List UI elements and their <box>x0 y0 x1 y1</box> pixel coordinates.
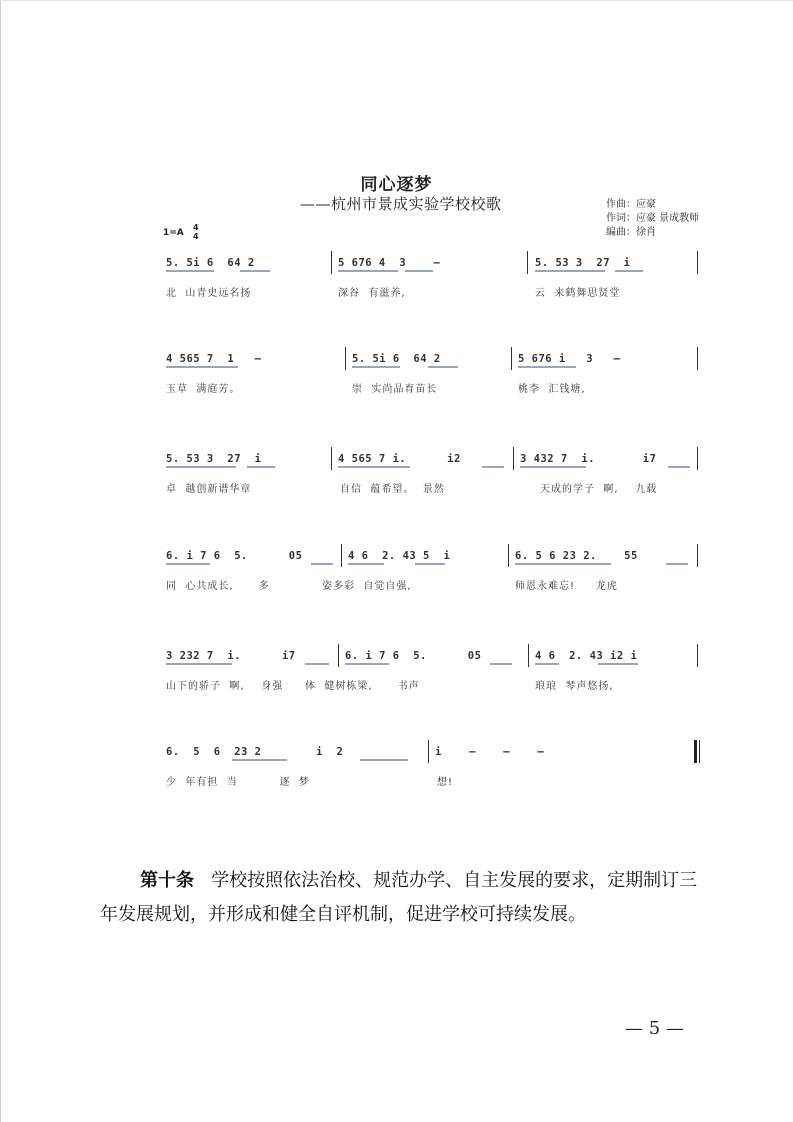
barline <box>697 251 698 274</box>
article-paragraph <box>100 864 700 932</box>
beam <box>615 270 643 272</box>
lyric-line: 山下的骄子 啊, 身强 <box>166 681 284 692</box>
lyric-line: 少 年有担 当 逐 梦 <box>166 777 310 788</box>
beam <box>415 563 445 565</box>
final-barline-thin <box>699 740 700 763</box>
lyric-line: 同 心共成长, 多 <box>166 581 270 592</box>
beam <box>405 270 433 272</box>
score-row-1 <box>0 257 793 327</box>
barline <box>527 251 528 274</box>
barline <box>428 740 429 763</box>
barline <box>338 644 339 667</box>
score-row-5 <box>0 650 793 720</box>
measure: 4 565 7 i. i2 <box>338 453 461 465</box>
lyric-line: 自信 蕴希望。 景然 <box>340 484 445 495</box>
song-credits <box>606 198 699 240</box>
key-signature: 1=A <box>163 228 184 238</box>
composer-credit: 作曲：应豪 <box>606 199 656 210</box>
beam <box>348 563 384 565</box>
lyric-line: 想! <box>437 777 454 788</box>
measure: 6. i 7 6 5. 05 <box>166 550 303 562</box>
measure: 3 432 7 i. i7 <box>520 453 657 465</box>
beam <box>668 466 690 468</box>
song-title: 同心逐梦 <box>360 175 433 195</box>
beam <box>166 663 232 665</box>
barline <box>341 544 342 567</box>
lyricist-credit: 作词：应豪 景成教师 <box>606 213 700 224</box>
beam <box>166 563 210 565</box>
barline <box>345 347 346 370</box>
beam <box>305 663 329 665</box>
measure: 5. 5i 6 64 2 <box>352 353 441 365</box>
score-row-6 <box>0 746 793 816</box>
page-number: — 5 — <box>625 1018 684 1039</box>
barline <box>511 347 512 370</box>
beam <box>345 663 389 665</box>
arranger-credit: 编曲：徐肖 <box>606 227 656 238</box>
final-barline <box>694 740 697 763</box>
barline <box>697 644 698 667</box>
lyric-line: 卓 越创新谱华章 <box>166 484 252 495</box>
beam <box>166 270 214 272</box>
measure: 4 6 2. 43 5 i <box>348 550 451 562</box>
beam <box>352 366 400 368</box>
barline <box>528 644 529 667</box>
measure: 3 232 7 i. i7 <box>166 650 296 662</box>
barline <box>697 447 698 470</box>
measure: i – – – <box>435 746 545 758</box>
measure: 5 676 i 3 – <box>518 353 621 365</box>
article-text: 学校按照依法治校、规范办学、自主发展的要求，定期制订三年发展规划，并形成和健全自评机制，促进学校可持续发展。 <box>100 870 698 925</box>
barline <box>331 447 332 470</box>
measure: 6. 5 6 23 2. 55 <box>515 550 638 562</box>
beam <box>535 663 559 665</box>
measure: 6. 5 6 23 2 i 2 <box>166 746 344 758</box>
beam <box>311 563 333 565</box>
beam <box>360 759 408 761</box>
beam <box>338 466 410 468</box>
lyric-line: 北 山青史远名扬 <box>166 288 252 299</box>
beam <box>338 270 398 272</box>
barline <box>697 544 698 567</box>
lyric-line: 师恩永难忘! 龙虎 <box>515 581 618 592</box>
lyric-line: 琅琅 琴声悠扬, <box>535 681 614 692</box>
barline <box>697 347 698 370</box>
page-edge-top <box>0 0 793 1</box>
beam <box>240 270 270 272</box>
time-signature: 4 4 <box>193 223 199 241</box>
lyric-line: 桃李 汇钱塘, <box>518 384 586 395</box>
lyric-line: 崇 实尚品育苗长 <box>352 384 438 395</box>
beam <box>247 466 275 468</box>
lyric-line: 深谷 有滋养, <box>338 288 406 299</box>
article-label: 第十条 <box>140 870 194 891</box>
measure: 5. 53 3 27 i <box>166 453 262 465</box>
measure: 5 676 4 3 – <box>338 257 441 269</box>
barline <box>513 447 514 470</box>
beam <box>166 366 238 368</box>
song-subtitle: ——杭州市景成实验学校校歌 <box>300 195 502 213</box>
beam <box>520 466 586 468</box>
barline <box>331 251 332 274</box>
lyric-line: 云 来鹤舞思贤堂 <box>535 288 621 299</box>
measure: 5. 53 3 27 i <box>535 257 631 269</box>
beam <box>482 466 504 468</box>
measure: 4 565 7 1 – <box>166 353 262 365</box>
score-row-3 <box>0 453 793 523</box>
beam <box>428 366 458 368</box>
barline <box>508 544 509 567</box>
lyric-line: 玉草 满庭芳。 <box>166 384 241 395</box>
lyric-line: 姿多彩 自觉自强, <box>322 581 412 592</box>
beam <box>598 663 638 665</box>
beam <box>232 759 287 761</box>
lyric-line: 天成的学子 啊, 九载 <box>540 484 658 495</box>
beam <box>518 366 576 368</box>
measure: 5. 5i 6 64 2 <box>166 257 255 269</box>
beam <box>666 563 688 565</box>
beam <box>166 466 236 468</box>
score-row-4 <box>0 550 793 620</box>
measure: 6. i 7 6 5. 05 <box>345 650 482 662</box>
lyric-line: 体 健树栋梁, 书声 <box>305 681 420 692</box>
score-row-2 <box>0 353 793 423</box>
beam <box>515 563 611 565</box>
measure: 4 6 2. 43 i2 i <box>535 650 638 662</box>
beam <box>490 663 512 665</box>
beam <box>535 270 605 272</box>
